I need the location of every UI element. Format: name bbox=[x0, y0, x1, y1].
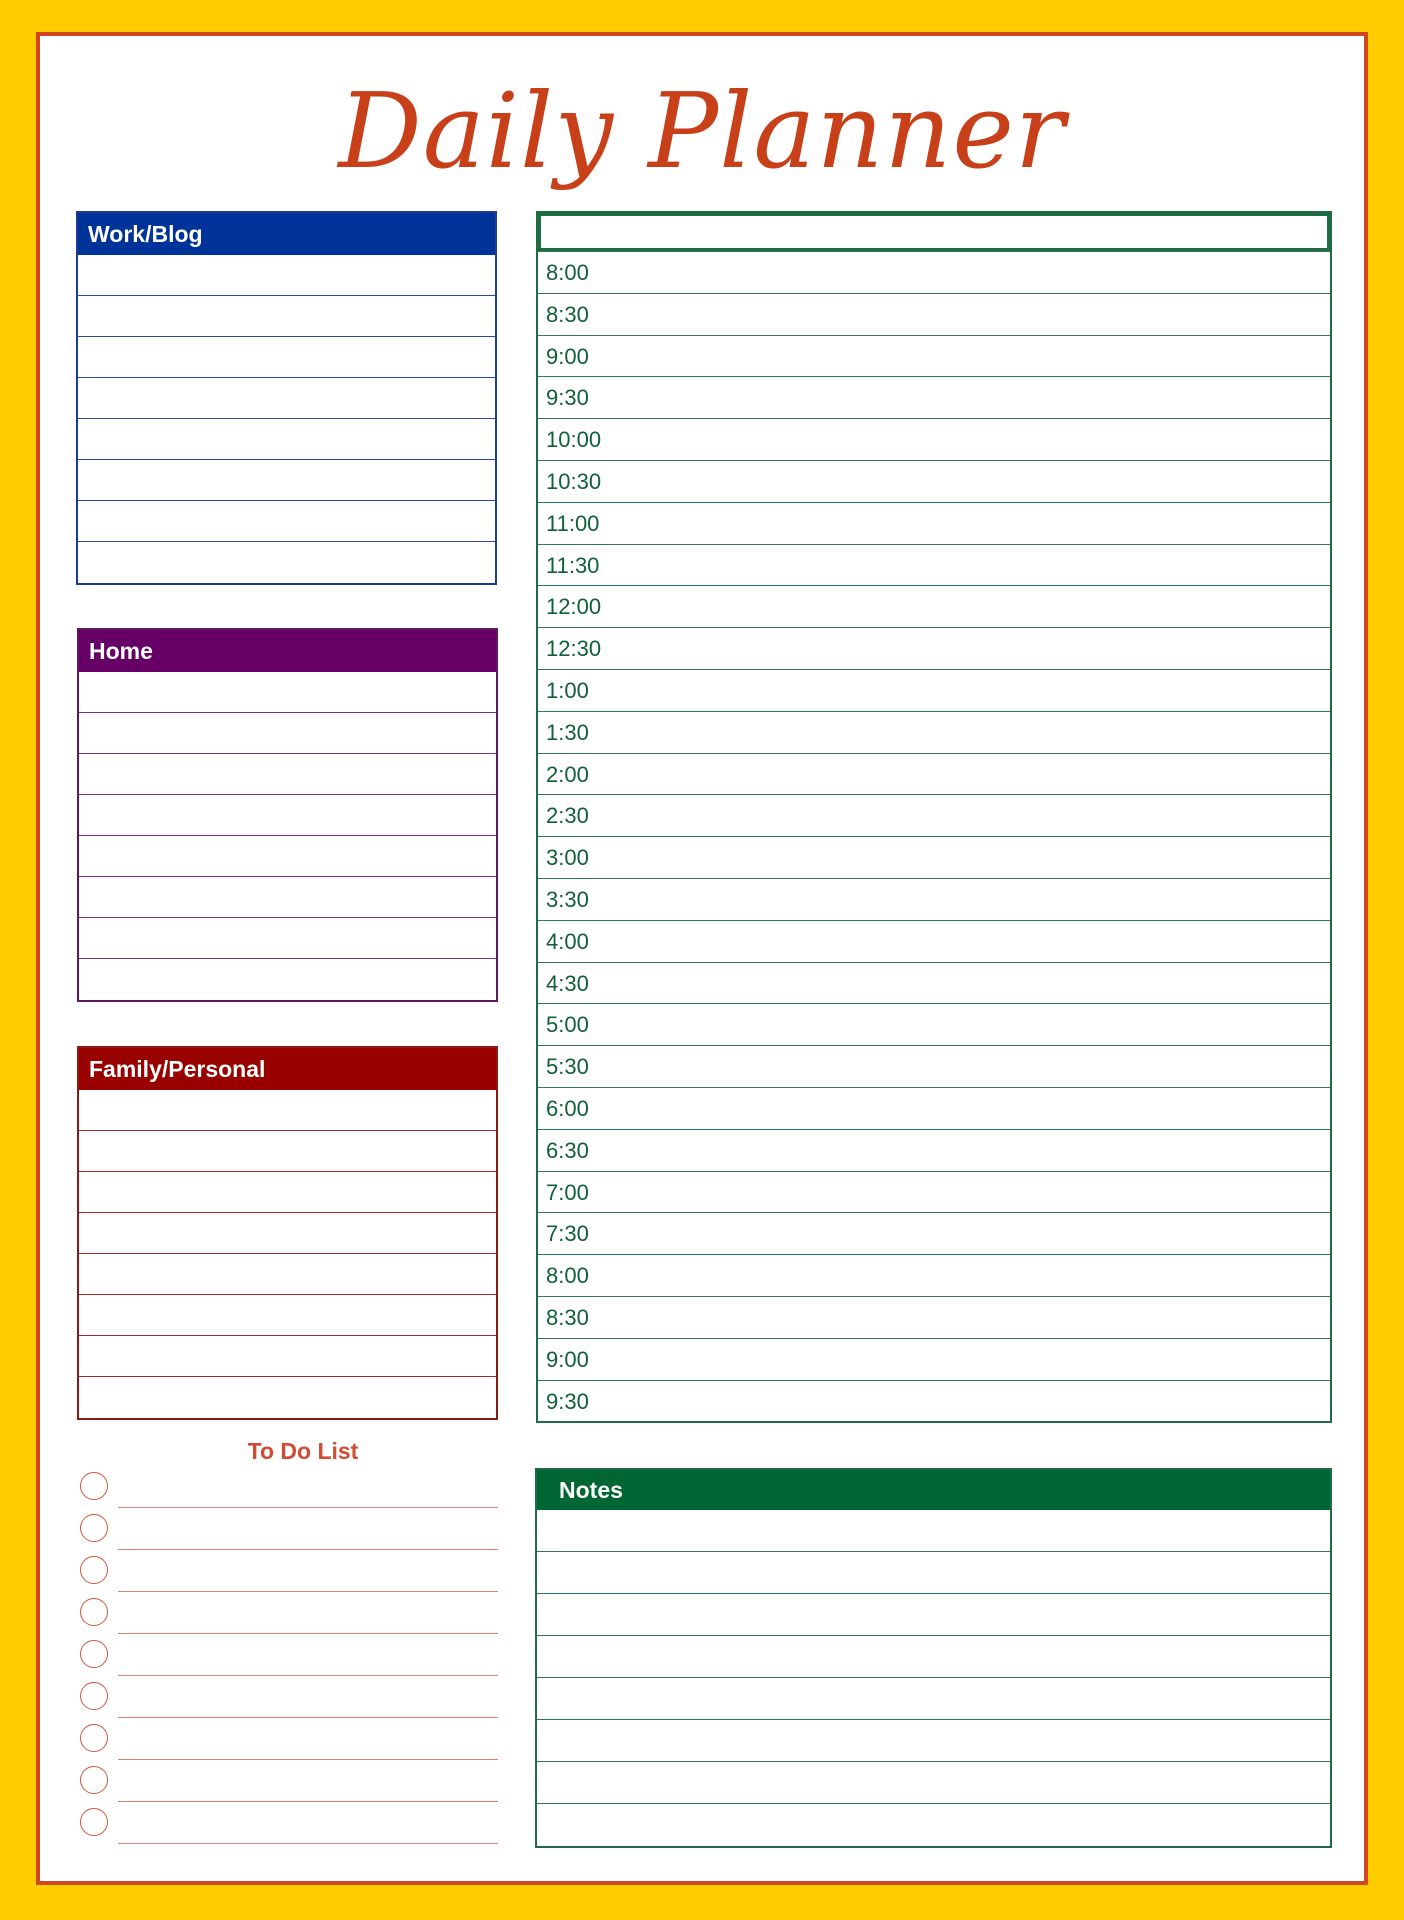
notes-line[interactable] bbox=[537, 1510, 1330, 1552]
schedule-time-label: 8:00 bbox=[546, 260, 589, 285]
hourly-schedule bbox=[536, 211, 1332, 1423]
schedule-time-label: 7:30 bbox=[546, 1221, 589, 1247]
work-blog-line[interactable] bbox=[78, 378, 495, 419]
home-line[interactable] bbox=[79, 713, 496, 754]
schedule-time-label: 9:00 bbox=[546, 1346, 589, 1372]
schedule-row[interactable] bbox=[538, 1380, 1330, 1422]
home-line[interactable] bbox=[79, 918, 496, 959]
todo-checkbox-circle[interactable] bbox=[80, 1640, 108, 1668]
home-line[interactable] bbox=[79, 795, 496, 836]
work-blog-header: Work/Blog bbox=[78, 213, 495, 255]
notes-header: Notes bbox=[537, 1470, 1330, 1510]
home-line[interactable] bbox=[79, 672, 496, 713]
schedule-row[interactable] bbox=[538, 878, 1330, 920]
schedule-time-label: 12:30 bbox=[546, 636, 602, 662]
schedule-time-label: 1:00 bbox=[546, 677, 589, 703]
schedule-time-label: 9:00 bbox=[546, 343, 589, 369]
todo-checkbox-circle[interactable] bbox=[80, 1556, 108, 1584]
home-line[interactable] bbox=[79, 836, 496, 877]
todo-list bbox=[78, 1436, 498, 1844]
todo-item bbox=[78, 1634, 498, 1676]
todo-checkbox-circle[interactable] bbox=[80, 1472, 108, 1500]
schedule-row[interactable] bbox=[538, 376, 1330, 418]
schedule-time-label: 1:30 bbox=[546, 719, 589, 745]
notes-line[interactable] bbox=[537, 1720, 1330, 1762]
schedule-time-label: 8:30 bbox=[546, 301, 589, 327]
schedule-row[interactable] bbox=[538, 920, 1330, 962]
todo-item bbox=[78, 1508, 498, 1550]
notes-line[interactable] bbox=[537, 1636, 1330, 1678]
family-personal-header: Family/Personal bbox=[79, 1048, 496, 1090]
home-lines bbox=[79, 672, 496, 1000]
todo-item bbox=[78, 1676, 498, 1718]
family-personal-line[interactable] bbox=[79, 1254, 496, 1295]
schedule-row[interactable] bbox=[538, 1045, 1330, 1087]
todo-item bbox=[78, 1550, 498, 1592]
schedule-row[interactable] bbox=[538, 1003, 1330, 1045]
schedule-time-label: 5:30 bbox=[546, 1054, 589, 1080]
schedule-row[interactable] bbox=[538, 251, 1330, 293]
schedule-time-label: 9:30 bbox=[546, 1388, 589, 1414]
todo-checkbox-circle[interactable] bbox=[80, 1682, 108, 1710]
schedule-row[interactable] bbox=[538, 1338, 1330, 1380]
work-blog-section bbox=[76, 211, 497, 585]
schedule-time-label: 11:30 bbox=[546, 552, 600, 578]
home-header: Home bbox=[79, 630, 496, 672]
schedule-row[interactable] bbox=[538, 460, 1330, 502]
schedule-row[interactable] bbox=[538, 1129, 1330, 1171]
work-blog-line[interactable] bbox=[78, 460, 495, 501]
schedule-row[interactable] bbox=[538, 1212, 1330, 1254]
schedule-time-label: 8:30 bbox=[546, 1304, 589, 1330]
work-blog-line[interactable] bbox=[78, 419, 495, 460]
todo-item bbox=[78, 1802, 498, 1844]
schedule-time-label: 2:00 bbox=[546, 761, 589, 787]
schedule-time-label: 4:00 bbox=[546, 928, 589, 954]
schedule-row[interactable] bbox=[538, 711, 1330, 753]
todo-checkbox-circle[interactable] bbox=[80, 1766, 108, 1794]
todo-item bbox=[78, 1760, 498, 1802]
schedule-time-label: 6:30 bbox=[546, 1137, 589, 1163]
family-personal-line[interactable] bbox=[79, 1295, 496, 1336]
todo-checkbox-circle[interactable] bbox=[80, 1598, 108, 1626]
schedule-row[interactable] bbox=[538, 502, 1330, 544]
notes-line[interactable] bbox=[537, 1804, 1330, 1846]
schedule-row[interactable] bbox=[538, 418, 1330, 460]
schedule-time-label: 4:30 bbox=[546, 970, 589, 996]
notes-line[interactable] bbox=[537, 1552, 1330, 1594]
notes-lines bbox=[537, 1510, 1330, 1846]
work-blog-line[interactable] bbox=[78, 501, 495, 542]
family-personal-line[interactable] bbox=[79, 1090, 496, 1131]
schedule-time-label: 9:30 bbox=[546, 385, 589, 411]
todo-list-title: To Do List bbox=[247, 1438, 359, 1464]
schedule-time-label: 3:00 bbox=[546, 845, 589, 871]
family-personal-line[interactable] bbox=[79, 1336, 496, 1377]
schedule-row[interactable] bbox=[538, 1171, 1330, 1213]
schedule-row[interactable] bbox=[538, 1087, 1330, 1129]
schedule-time-label: 8:00 bbox=[546, 1263, 589, 1289]
todo-line[interactable] bbox=[118, 1843, 498, 1844]
todo-checkbox-circle[interactable] bbox=[80, 1808, 108, 1836]
family-personal-lines bbox=[79, 1090, 496, 1418]
work-blog-line[interactable] bbox=[78, 255, 495, 296]
schedule-row[interactable] bbox=[538, 585, 1330, 627]
home-section bbox=[77, 628, 498, 1002]
schedule-time-label: 2:30 bbox=[546, 803, 589, 829]
schedule-time-label: 5:00 bbox=[546, 1012, 589, 1038]
work-blog-lines bbox=[78, 255, 495, 583]
page-title: Daily Planner bbox=[338, 70, 1066, 192]
planner-page bbox=[36, 32, 1368, 1885]
schedule-row[interactable] bbox=[538, 1254, 1330, 1296]
work-blog-line[interactable] bbox=[78, 542, 495, 583]
notes-line[interactable] bbox=[537, 1762, 1330, 1804]
schedule-row[interactable] bbox=[538, 627, 1330, 669]
schedule-row[interactable] bbox=[538, 794, 1330, 836]
schedule-row[interactable] bbox=[538, 962, 1330, 1004]
schedule-row[interactable] bbox=[538, 293, 1330, 335]
schedule-time-label: 3:30 bbox=[546, 886, 589, 912]
schedule-date-field[interactable] bbox=[538, 213, 1330, 251]
schedule-row[interactable] bbox=[538, 669, 1330, 711]
schedule-time-label: 12:00 bbox=[546, 594, 602, 620]
family-personal-line[interactable] bbox=[79, 1172, 496, 1213]
todo-item bbox=[78, 1718, 498, 1760]
schedule-time-label: 6:00 bbox=[546, 1095, 589, 1121]
todo-items bbox=[78, 1466, 498, 1844]
schedule-row[interactable] bbox=[538, 753, 1330, 795]
todo-checkbox-circle[interactable] bbox=[80, 1514, 108, 1542]
home-line[interactable] bbox=[79, 877, 496, 918]
todo-item bbox=[78, 1592, 498, 1634]
home-line[interactable] bbox=[79, 754, 496, 795]
family-personal-line[interactable] bbox=[79, 1213, 496, 1254]
schedule-row[interactable] bbox=[538, 335, 1330, 377]
work-blog-line[interactable] bbox=[78, 296, 495, 337]
work-blog-line[interactable] bbox=[78, 337, 495, 378]
schedule-row[interactable] bbox=[538, 836, 1330, 878]
todo-checkbox-circle[interactable] bbox=[80, 1724, 108, 1752]
notes-line[interactable] bbox=[537, 1594, 1330, 1636]
todo-item bbox=[78, 1466, 498, 1508]
family-personal-line[interactable] bbox=[79, 1131, 496, 1172]
home-line[interactable] bbox=[79, 959, 496, 1000]
schedule-time-label: 11:00 bbox=[546, 510, 600, 536]
schedule-time-label: 10:00 bbox=[546, 427, 602, 453]
notes-line[interactable] bbox=[537, 1678, 1330, 1720]
schedule-rows bbox=[538, 251, 1330, 1421]
schedule-row[interactable] bbox=[538, 544, 1330, 586]
schedule-time-label: 7:00 bbox=[546, 1179, 589, 1205]
schedule-time-label: 10:30 bbox=[546, 468, 602, 494]
notes-section bbox=[535, 1468, 1332, 1848]
schedule-row[interactable] bbox=[538, 1296, 1330, 1338]
family-personal-line[interactable] bbox=[79, 1377, 496, 1418]
family-personal-section bbox=[77, 1046, 498, 1420]
